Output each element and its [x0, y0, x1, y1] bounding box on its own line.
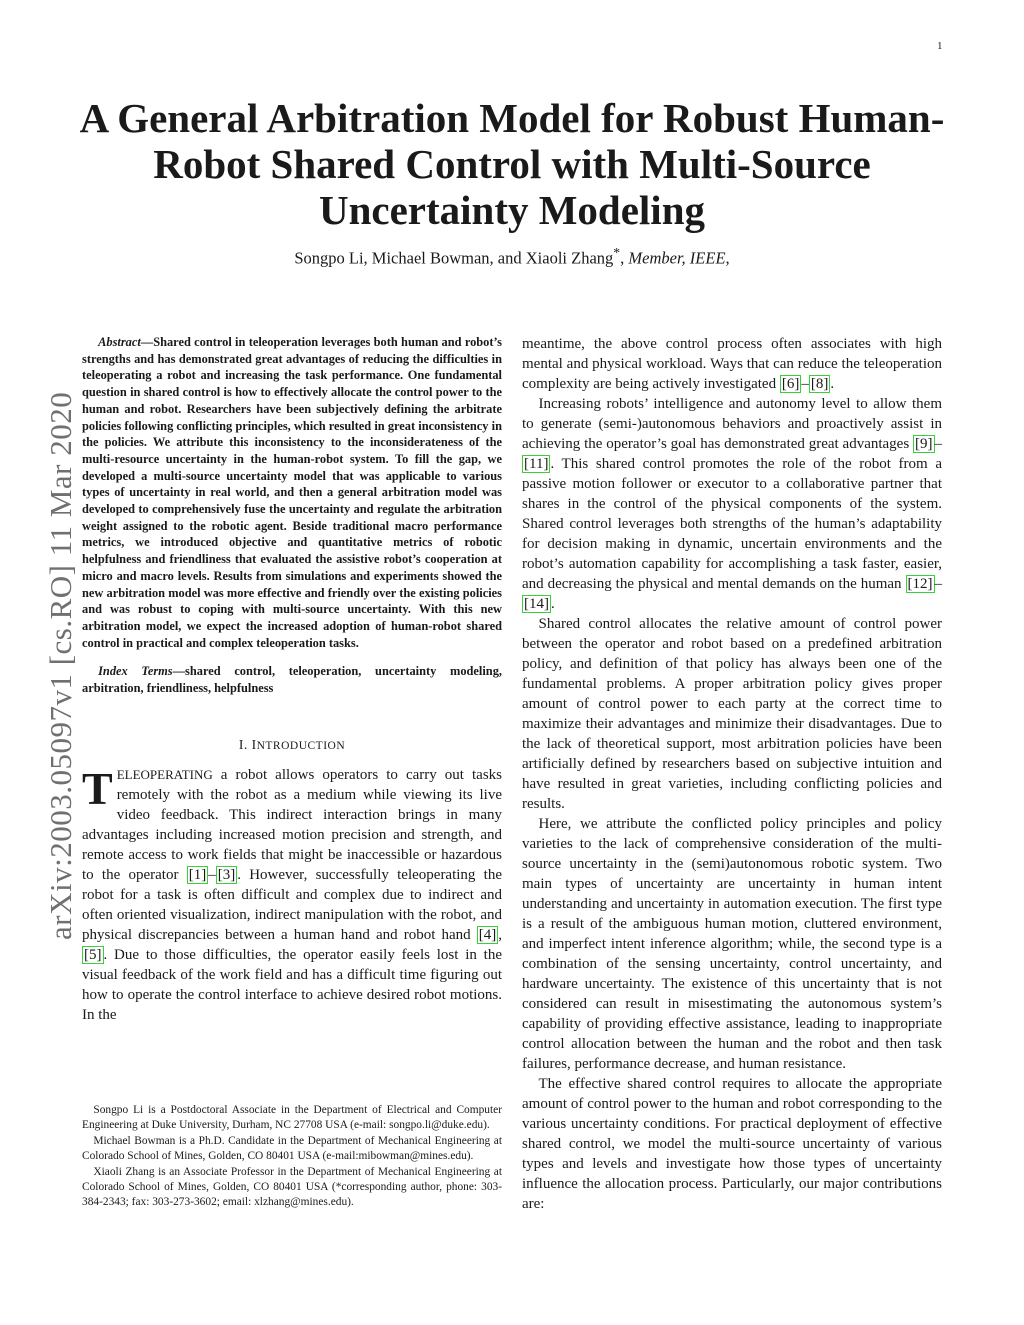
author-names: Songpo Li, Michael Bowman, and Xiaoli Zhang	[294, 248, 614, 268]
right-column	[522, 334, 942, 1214]
citation-link[interactable]: [8]	[810, 376, 829, 392]
footnote: Xiaoli Zhang is an Associate Professor in the Department of Mechanical Engineering at Colorado School of Mines, Golden, CO 80401 USA (*corresponding author, phone: 303-384-2343; fax: 303-273-3602; email: xlzhang@mines.edu).	[82, 1166, 502, 1208]
body-paragraph: Here, we attribute the conflicted policy principles and policy varieties to the lack of comprehensive consideration of the multi-source uncertainty in the (semi)autonomous robotic system. Two main types of uncertainty are uncertainty in human intent understanding and uncertainty in automation execution. The first type is a result of the ambiguous human motion, cluttered environment, and imperfect intent inference algorithm; while, the second type is a combination of the sensing uncertainty, control uncertainty, and hardware uncertainty. The existence of this uncertainty that is not considered can result in misestimating the autonomous system’s capability of providing effective assistance, leading to inappropriate control allocation between the human and the robot and then task failures, performance decrease, and human resistance.	[522, 816, 942, 1072]
citation-link[interactable]: [12]	[907, 576, 933, 592]
abstract-text: Shared control in teleoperation leverages both human and robot’s strengths and has demonstrated great advantages of reducing the difficulties in teleoperating a robot and increasing the task performance. One fundamental question in shared control is how to effectively allocate the control power to the human and robot. Researchers have been subjectively defining the arbitrate policies following conflicting principles, which resulted in great inconsistency in the policies. We attribute this inconsistency to the inconsiderateness of the multi-resource uncertainty in the human-robot system. To fill the gap, we developed a multi-source uncertainty model that was applicable to various types of uncertainty in real world, and then a general arbitration model was developed to comprehensively fuse the uncertainty and regulate the arbitration weight assigned to the robotic agent. Beside traditional macro performance metrics, we introduced objective and quantitative metrics of robotic helpfulness and friendliness that evaluated the assistive robot’s cooperation at micro and macro levels. Results from simulations and experiments showed the new arbitration model was more effective and friendly over the existing policies and was robust to coping with multi-source uncertainty. With this new arbitration model, we expect the increased adoption of human-robot shared control in practical and complex teleoperation tasks.	[82, 335, 502, 650]
citation-link[interactable]: [1]	[188, 866, 207, 883]
citation-link[interactable]: [6]	[781, 376, 800, 392]
body-paragraph: Shared control allocates the relative amount of control power between the operator and robot based on a predefined arbitration policy, and definition of that policy has always been one of the fundamental problems. A proper arbitration policy gives proper amount of control power to each party at the correct time to maximize their advantages and minimize their disadvantages. Due to the lack of theoretical support, most arbitration policies have been artificially defined by researchers based on subjective intuition and have resulted in great varieties, including conflicting policies and results.	[522, 616, 942, 812]
index-terms: Index Terms—shared control, teleoperation, uncertainty modeling, arbitration, friendliness, helpfulness	[82, 664, 502, 696]
body-paragraph: meantime, the above control process often associates with high mental and physical workload. Ways that can reduce the teleoperation complexity are being actively investigated [6] – [8] .	[522, 336, 942, 392]
author-line: Songpo Li, Michael Bowman, and Xiaoli Zhang*, Member, IEEE,	[294, 245, 730, 268]
body-paragraph: The effective shared control requires to allocate the appropriate amount of control power to the human and robot corresponding to the various uncertainty conditions. For practical deployment of effective shared control, we model the multi-source uncertainty of various types and levels and investigate how those types of uncertainty influence the allocation process. Particularly, our major contributions are:	[522, 1076, 942, 1212]
arxiv-stamp: arXiv:2003.05097v1 [cs.RO] 11 Mar 2020	[43, 391, 78, 940]
footnote: Michael Bowman is a Ph.D. Candidate in the Department of Mechanical Engineering at Colorado School of Mines, Golden, CO 80401 USA (e-mail:mibowman@mines.edu).	[82, 1135, 502, 1162]
left-column	[82, 334, 502, 1025]
citation-link[interactable]: [11]	[524, 456, 549, 472]
citation-link[interactable]: [3]	[217, 866, 236, 883]
footnote: Songpo Li is a Postdoctoral Associate in the Department of Electrical and Computer Engineering at Duke University, Durham, NC 27708 USA (e-mail: songpo.li@duke.edu).	[82, 1104, 502, 1131]
paper-title: A General Arbitration Model for Robust Human-Robot Shared Control with Multi-Source Uncertainty Modeling	[79, 95, 945, 233]
section-heading-introduction: I. INTRODUCTION	[238, 736, 346, 752]
drop-cap: T	[82, 762, 113, 814]
index-terms-text: shared control, teleoperation, uncertainty modeling, arbitration, friendliness, helpfulness	[82, 664, 502, 696]
abstract: Abstract—Shared control in teleoperation leverages both human and robot’s strengths and has demonstrated great advantages of reducing the difficulties in teleoperating a robot and increasing the task performance. One fundamental question in shared control is how to effectively allocate the control power to the human and robot. Researchers have been subjectively defining the arbitrate policies following conflicting principles, which resulted in great inconsistency in the policies. We attribute this inconsistency to the inconsiderateness of the multi-resource uncertainty in the human-robot system. To fill the gap, we developed a multi-source uncertainty model that was applicable to various types of uncertainty in real world, and then a general arbitration model was developed to comprehensively fuse the uncertainty and regulate the arbitration weight assigned to the robotic agent. Beside traditional macro performance metrics, we introduced objective and quantitative metrics of robotic helpfulness and friendliness that evaluated the assistive robot’s cooperation at micro and macro levels. Results from simulations and experiments showed the new arbitration model was more effective and friendly over the existing policies and was robust to coping with multi-source uncertainty. With this new arbitration model, we expect the increased adoption of human-robot shared control in practical and complex teleoperation tasks.	[82, 335, 502, 650]
citation-link[interactable]: [9]	[915, 436, 933, 452]
citation-link[interactable]: [14]	[524, 596, 549, 612]
corresponding-mark: *	[613, 245, 621, 260]
body-paragraph: Increasing robots’ intelligence and autonomy level to allow them to generate (semi-)autonomous behaviors and proactively assist in achieving the operator’s goal has demonstrated great advantages [9] –[11] . This shared control promotes the role of the robot from a passive motion follower or executor to a collaborative partner that shares in the control of the physical components of the system. Shared control leverages both strengths of the human’s adaptability for decision making in dynamic, uncertain environments and the robot’s automation capability for accomplishing a task faster, easier, and decreasing the physical and mental demands on the human [12] –[14] .	[522, 396, 942, 612]
footnote-divider	[82, 1094, 502, 1096]
citation-link[interactable]: [4]	[478, 926, 497, 943]
abstract-label: Abstract	[98, 335, 141, 349]
citation-link[interactable]: [5]	[84, 946, 102, 963]
intro-paragraph: TELEOPERATING a robot allows operators to carry out tasks remotely with the robot as a medium while viewing its live video feedback. This indirect interaction brings in many advantages including increased motion precision and strength, and remote access to work fields that might be inaccessible or hazardous to the operator [1] – [3] . However, successfully teleoperating the robot for a task is often difficult and complex due to indirect and often oriented visualization, indirect manipulation with the robot, and physical discrepancies between a human hand and robot hand [4] , [5] . Due to those difficulties, the operator easily feels lost in the visual feedback of the work field and has a difficult time figuring out how to operate the control interface to achieve desired robot motions. In the	[82, 762, 502, 1023]
page-number: 1	[937, 40, 943, 52]
member-ieee: Member, IEEE	[628, 248, 726, 268]
index-terms-label: Index Terms	[98, 664, 173, 679]
footnotes	[82, 1103, 502, 1211]
